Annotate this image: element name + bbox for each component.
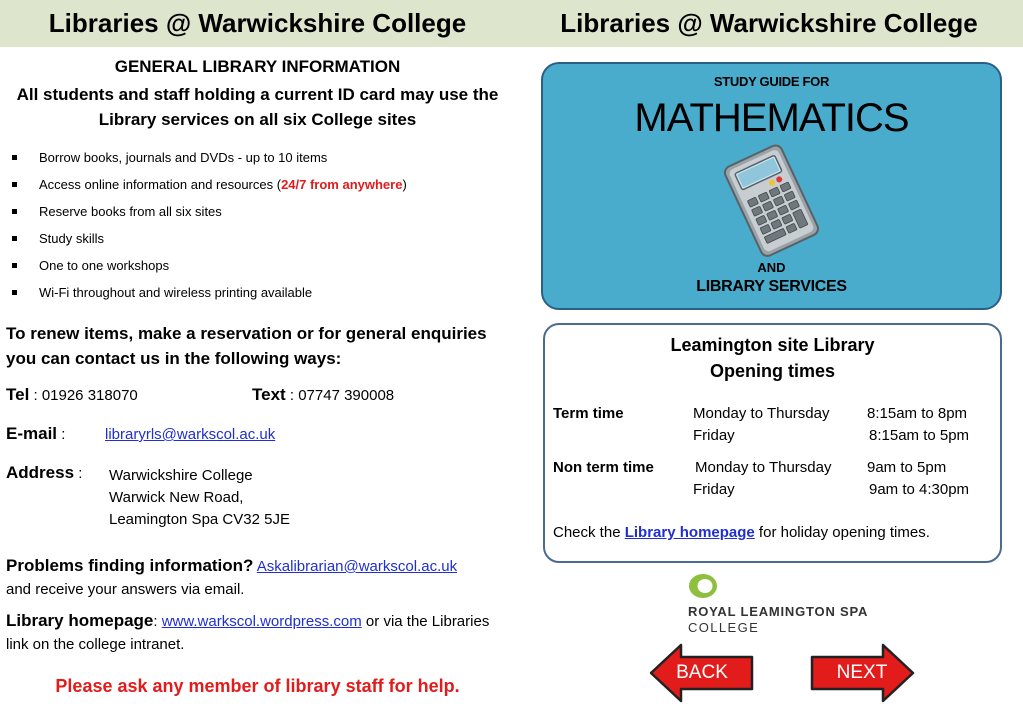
term-time-label: Term time (553, 405, 624, 422)
homepage-label: Library homepage (6, 611, 154, 630)
email-link-row (105, 426, 275, 443)
address-block: Warwickshire College Warwick New Road, Leamington Spa CV32 5JE (109, 467, 290, 528)
list-item: Reserve books from all six sites (10, 201, 407, 228)
problems-block: Problems finding information? Askalibrarian@warkscol.ac.uk and receive your answers via email. (6, 556, 458, 598)
homepage-block: Library homepage: www.warkscol.wordpress.com or via the Libraries link on the college intranet. (6, 611, 490, 653)
email-link[interactable]: libraryrls@warkscol.ac.uk (105, 426, 276, 443)
college-logo (686, 571, 886, 635)
calculator-icon (711, 144, 831, 259)
general-info-title: GENERAL LIBRARY INFORMATION (114, 57, 401, 76)
email-row: E-mail : (6, 424, 66, 443)
text-value: : 07747 390008 (285, 387, 395, 404)
college-logo-subtitle: COLLEGE (688, 620, 760, 635)
next-button[interactable] (808, 642, 916, 704)
tel-label: Tel (6, 385, 30, 404)
address-row: Address : (6, 463, 83, 482)
study-guide-cover (541, 62, 1002, 310)
list-item: Study skills (10, 228, 407, 255)
tel-row (6, 385, 138, 405)
holiday-note: Check the Library homepage for holiday opening times. (553, 524, 930, 541)
term-days-1: Monday to Thursday (693, 405, 830, 422)
and-label: AND (757, 260, 786, 275)
term-days-2: Friday (693, 427, 735, 444)
opening-times-subtitle: Opening times (709, 361, 835, 381)
non-term-time-2: 9am to 4:30pm (869, 481, 970, 498)
highlight-text: 24/7 from anywhere (281, 177, 403, 192)
ask-librarian-link[interactable]: Askalibrarian@warkscol.ac.uk (256, 558, 458, 575)
text-label: Text (252, 385, 286, 404)
college-logo-mark-icon (686, 571, 726, 603)
study-guide-label: STUDY GUIDE FOR (713, 74, 830, 89)
tel-value: : 01926 318070 (29, 387, 138, 404)
library-homepage-link[interactable]: Library homepage (624, 524, 755, 541)
term-time-2: 8:15am to 5pm (869, 427, 970, 444)
services-list (10, 147, 407, 309)
list-item: Wi-Fi throughout and wireless printing available (10, 282, 407, 309)
next-button-label: NEXT (836, 662, 888, 683)
ask-staff-note: Please ask any member of library staff for help. (55, 676, 460, 696)
text-row (252, 385, 394, 405)
non-term-time-1: 9am to 5pm (867, 459, 947, 476)
opening-times-title: Leamington site Library (670, 335, 875, 355)
email-label: E-mail (6, 424, 58, 443)
contact-intro: To renew items, make a reservation or for general enquiries you can contact us in the following ways: (6, 324, 487, 368)
general-info-panel (0, 47, 515, 708)
subject-title: MATHEMATICS (634, 96, 909, 140)
banner-left-title: Libraries @ Warwickshire College (48, 8, 467, 38)
problems-label: Problems finding information? (6, 556, 254, 575)
library-services-label: LIBRARY SERVICES (696, 278, 847, 295)
banner-right-title: Libraries @ Warwickshire College (560, 8, 978, 38)
address-label: Address (6, 463, 75, 482)
term-time-1: 8:15am to 8pm (867, 405, 968, 422)
back-button[interactable] (648, 642, 756, 704)
back-button-label: BACK (676, 662, 728, 683)
banner-right (515, 0, 1023, 47)
homepage-link[interactable]: www.warkscol.wordpress.com (161, 613, 362, 630)
college-logo-name: ROYAL LEAMINGTON SPA (688, 604, 869, 619)
opening-times-panel (543, 323, 1002, 563)
non-term-time-label: Non term time (553, 459, 654, 476)
banner-left (0, 0, 515, 47)
non-term-days-1: Monday to Thursday (695, 459, 832, 476)
list-item: Borrow books, journals and DVDs - up to 10 items (10, 147, 407, 174)
list-item: One to one workshops (10, 255, 407, 282)
non-term-days-2: Friday (693, 481, 735, 498)
general-info-subtitle: All students and staff holding a current ID card may use the Library services on all six College sites (16, 85, 499, 129)
list-item: Access online information and resources (24/7 from anywhere) (10, 174, 407, 201)
